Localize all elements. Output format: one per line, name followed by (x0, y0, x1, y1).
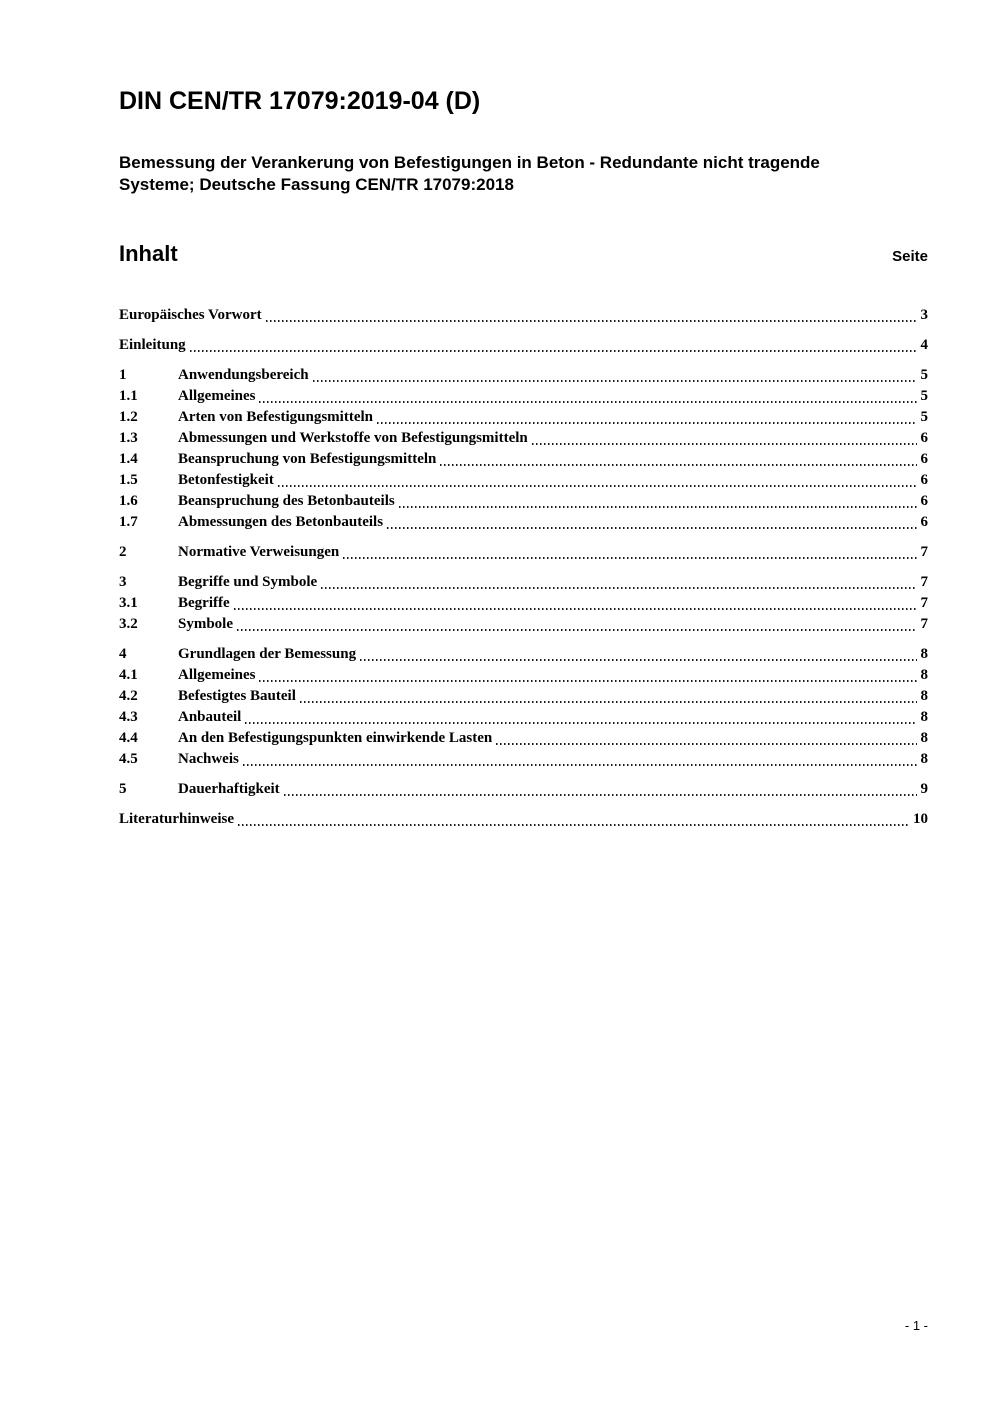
toc-dot-leader (259, 401, 916, 403)
toc-dot-leader (377, 422, 917, 424)
toc-entry-page: 6 (920, 430, 928, 447)
toc-dot-leader (284, 794, 917, 796)
toc-entry-page: 8 (920, 688, 928, 705)
toc-entry-page: 5 (920, 367, 928, 384)
toc-entry-label: Normative Verweisungen (178, 544, 340, 561)
toc-entry (119, 365, 928, 386)
toc-dot-leader (360, 659, 916, 661)
toc-entry-number: 1.6 (119, 493, 138, 510)
toc-entry-label: Befestigtes Bauteil (178, 688, 296, 705)
toc-dot-leader (343, 557, 916, 559)
toc-list (119, 305, 928, 830)
toc-entry-label: Beanspruchung von Befestigungsmitteln (178, 451, 437, 468)
toc-entry-label: Dauerhaftigkeit (178, 781, 280, 798)
toc-group (119, 572, 928, 635)
toc-entry-label: Grundlagen der Bemessung (178, 646, 357, 663)
toc-dot-leader (300, 701, 917, 703)
toc-entry-label: Abmessungen und Werkstoffe von Befestigungsmitteln (178, 430, 528, 447)
toc-page-column-label: Seite (892, 248, 928, 266)
toc-entry (119, 665, 928, 686)
toc-entry (119, 470, 928, 491)
toc-entry-page: 5 (920, 409, 928, 426)
toc-entry-page: 10 (913, 811, 928, 828)
toc-entry-label: Europäisches Vorwort (119, 307, 262, 324)
toc-entry-number: 3 (119, 574, 127, 591)
toc-entry (119, 386, 928, 407)
toc-dot-leader (243, 764, 917, 766)
toc-entry (119, 707, 928, 728)
toc-entry-page: 6 (920, 451, 928, 468)
toc-entry-number: 1.3 (119, 430, 138, 447)
toc-entry-label: An den Befestigungspunkten einwirkende Lasten (178, 730, 493, 747)
toc-entry-number: 4.5 (119, 751, 138, 768)
toc-group (119, 809, 928, 830)
toc-entry-label: Allgemeines (178, 388, 256, 405)
toc-entry-label: Abmessungen des Betonbauteils (178, 514, 384, 531)
toc-dot-leader (399, 506, 917, 508)
toc-group (119, 305, 928, 326)
toc-entry-label: Begriffe und Symbole (178, 574, 318, 591)
toc-entry-page: 8 (920, 709, 928, 726)
toc-entry (119, 428, 928, 449)
toc-dot-leader (440, 464, 916, 466)
toc-entry-page: 6 (920, 472, 928, 489)
toc-dot-leader (237, 629, 916, 631)
toc-dot-leader (321, 587, 916, 589)
toc-entry (119, 809, 928, 830)
toc-entry-number: 1.5 (119, 472, 138, 489)
toc-dot-leader (532, 443, 917, 445)
toc-entry (119, 644, 928, 665)
toc-entry-label: Nachweis (178, 751, 239, 768)
toc-entry (119, 512, 928, 533)
toc-entry-number: 1.2 (119, 409, 138, 426)
toc-entry (119, 449, 928, 470)
toc-entry-page: 7 (920, 616, 928, 633)
toc-entry-page: 6 (920, 493, 928, 510)
toc-entry-label: Betonfestigkeit (178, 472, 274, 489)
toc-entry (119, 491, 928, 512)
document-number-title: DIN CEN/TR 17079:2019-04 (D) (119, 87, 481, 115)
document-subtitle: Bemessung der Verankerung von Befestigungen in Beton - Redundante nicht tragende Systeme; Deutsche Fassung CEN/TR 17079:2018 (119, 152, 820, 195)
toc-entry-number: 1.1 (119, 388, 138, 405)
toc-dot-leader (266, 320, 917, 322)
toc-entry-page: 6 (920, 514, 928, 531)
toc-entry (119, 305, 928, 326)
toc-dot-leader (496, 743, 916, 745)
toc-entry-label: Literaturhinweise (119, 811, 234, 828)
toc-entry-page: 4 (920, 337, 928, 354)
toc-entry (119, 686, 928, 707)
toc-dot-leader (245, 722, 916, 724)
toc-entry-number: 4.2 (119, 688, 138, 705)
toc-entry-label: Beanspruchung des Betonbauteils (178, 493, 395, 510)
toc-entry (119, 614, 928, 635)
toc-dot-leader (190, 350, 917, 352)
toc-entry-label: Allgemeines (178, 667, 256, 684)
toc-entry-number: 4.4 (119, 730, 138, 747)
toc-heading: Inhalt (119, 241, 178, 267)
toc-entry-label: Einleitung (119, 337, 186, 354)
toc-dot-leader (387, 527, 916, 529)
toc-entry-number: 4.1 (119, 667, 138, 684)
toc-group (119, 365, 928, 533)
toc-entry (119, 542, 928, 563)
toc-entry (119, 749, 928, 770)
toc-group (119, 644, 928, 770)
toc-entry-number: 3.2 (119, 616, 138, 633)
toc-entry-page: 8 (920, 751, 928, 768)
toc-group (119, 779, 928, 800)
toc-entry-number: 1.4 (119, 451, 138, 468)
toc-group (119, 335, 928, 356)
toc-entry (119, 593, 928, 614)
toc-dot-leader (259, 680, 916, 682)
toc-dot-leader (238, 824, 909, 826)
toc-entry-page: 3 (920, 307, 928, 324)
toc-dot-leader (313, 380, 917, 382)
toc-entry-label: Symbole (178, 616, 234, 633)
footer-page-number: - 1 - (904, 1318, 928, 1333)
toc-entry-page: 7 (920, 574, 928, 591)
toc-entry (119, 572, 928, 593)
toc-dot-leader (234, 608, 917, 610)
toc-entry-number: 3.1 (119, 595, 138, 612)
toc-group (119, 542, 928, 563)
toc-entry-page: 8 (920, 730, 928, 747)
toc-entry-page: 5 (920, 388, 928, 405)
toc-entry-page: 8 (920, 667, 928, 684)
toc-entry-page: 9 (920, 781, 928, 798)
toc-entry-label: Arten von Befestigungsmitteln (178, 409, 373, 426)
toc-entry-number: 2 (119, 544, 127, 561)
toc-entry (119, 407, 928, 428)
toc-entry (119, 335, 928, 356)
toc-entry-number: 4 (119, 646, 127, 663)
toc-entry (119, 779, 928, 800)
toc-entry-page: 7 (920, 595, 928, 612)
toc-entry-number: 1 (119, 367, 127, 384)
toc-dot-leader (278, 485, 917, 487)
toc-entry-label: Begriffe (178, 595, 230, 612)
toc-entry-page: 7 (920, 544, 928, 561)
toc-entry-page: 8 (920, 646, 928, 663)
toc-entry-label: Anbauteil (178, 709, 242, 726)
toc-entry-number: 5 (119, 781, 127, 798)
toc-entry-number: 4.3 (119, 709, 138, 726)
toc-entry (119, 728, 928, 749)
toc-entry-number: 1.7 (119, 514, 138, 531)
toc-entry-label: Anwendungsbereich (178, 367, 309, 384)
toc-header (119, 241, 928, 267)
